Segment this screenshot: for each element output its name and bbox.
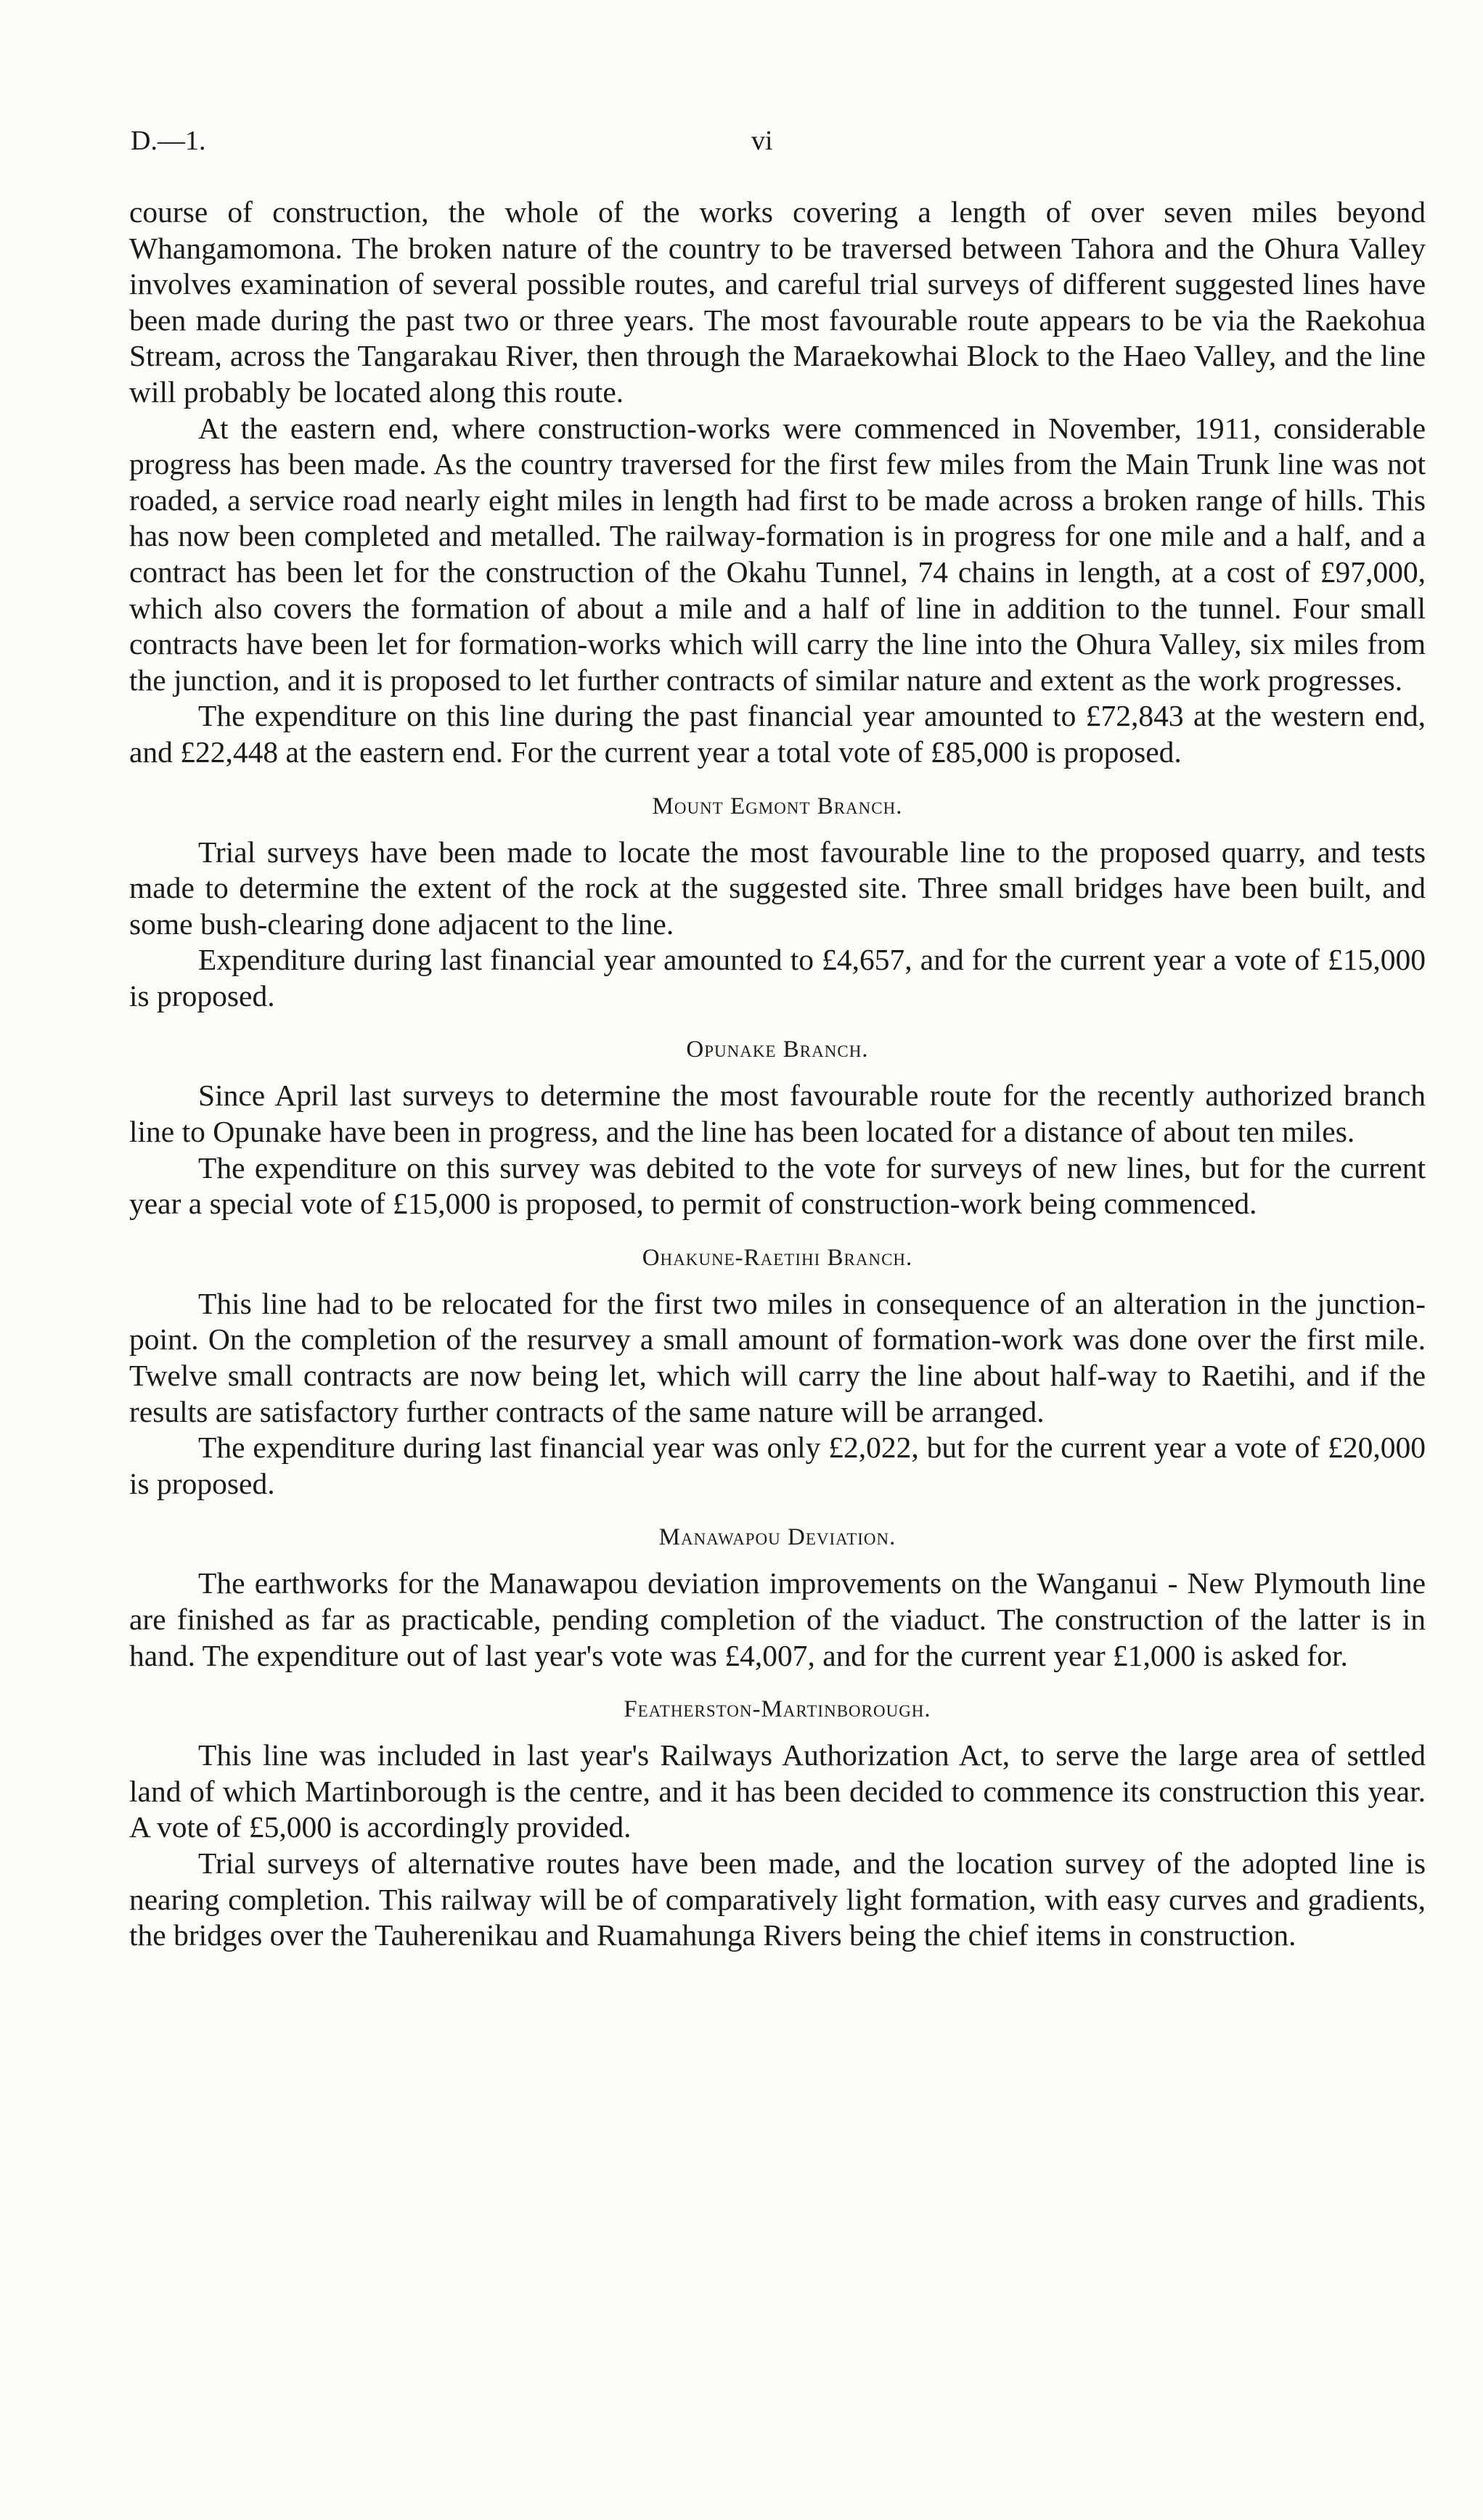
page-header — [131, 125, 1423, 168]
section-heading: Ohakune-Raetihi Branch. — [642, 1244, 913, 1271]
paragraph: This line had to be relocated for the first two miles in consequence of an alteration in the junction-point. On the completion of the resurvey a small amount of formation-work was done over the first mile. Twelve small contracts are now being let, which will carry the line about half-way to Raetihi, and if the results are satisfactory further contracts of the same nature will be arranged. — [129, 1286, 1426, 1428]
paragraph: Trial surveys of alternative routes have been made, and the location survey of the adopted line is nearing completion. This railway will be of comparatively light formation, with easy curves and gradients, the bridges over the Tauherenikau and Ruamahunga Rivers being the chief items in construction. — [129, 1846, 1426, 1952]
paragraph: At the eastern end, where construction-works were commenced in November, 1911, considerable progress has been made. As the country traversed for the first few miles from the Main Trunk line was not roaded, a service road nearly eight miles in length had first to be made across a broken range of hills. This has now been completed and metalled. The railway-formation is in progress for one mile and a half, and a contract has been let for the construction of the Okahu Tunnel, 74 chains in length, at a cost of £97,000, which also covers the formation of about a mile and a half of line in addition to the tunnel. Four small contracts have been let for formation-works which will carry the line into the Ohura Valley, six miles from the junction, and it is proposed to let further contracts of similar nature and extent as the work progresses. — [129, 411, 1426, 697]
paragraph: course of construction, the whole of the works covering a length of over seven miles beyond Whangamomona. The broken nature of the country to be traversed between Tahora and the Ohura Valley involves examination of several possible routes, and careful trial surveys of different suggested lines have been made during the past two or three years. The most favourable route appears to be via the Raekohua Stream, across the Tangarakau River, then through the Maraekowhai Block to the Haeo Valley, and the line will probably be located along this route. — [129, 195, 1426, 409]
paragraph: The earthworks for the Manawapou deviation improvements on the Wanganui - New Plymouth line are finished as far as practicable, pending completion of the viaduct. The construction of the latter is in hand. The expenditure out of last year's vote was £4,007, and for the current year £1,000 is asked for. — [129, 1566, 1426, 1672]
section-mount-egmont-branch — [129, 788, 1426, 1015]
page-number: vi — [751, 126, 773, 156]
paragraph: The expenditure during last financial year was only £2,022, but for the current year a vote of £20,000 is proposed. — [129, 1431, 1426, 1500]
section-heading: Manawapou Deviation. — [658, 1524, 896, 1551]
section-opunake-branch — [129, 1031, 1426, 1222]
paragraph: Expenditure during last financial year amounted to £4,657, and for the current year a vote of £15,000 is proposed. — [129, 943, 1426, 1012]
paragraph: The expenditure on this survey was debited to the vote for surveys of new lines, but for the current year a special vote of £15,000 is proposed, to permit of construction-work being commenced. — [129, 1150, 1426, 1221]
paragraph: The expenditure on this line during the past financial year amounted to £72,843 at the western end, and £22,448 at the eastern end. For the current year a total vote of £85,000 is proposed. — [129, 699, 1426, 769]
section-manawapou-deviation — [129, 1519, 1426, 1674]
paragraph: Trial surveys have been made to locate the most favourable line to the proposed quarry, and tests made to determine the extent of the rock at the suggested site. Three small bridges have been built, and some bush-clearing done adjacent to the line. — [129, 835, 1426, 941]
section-heading: Opunake Branch. — [686, 1036, 869, 1063]
section-heading: Mount Egmont Branch. — [652, 793, 903, 819]
section-heading: Featherston-Martinborough. — [624, 1696, 931, 1723]
document-reference: D.—1. — [131, 126, 206, 156]
paragraph: Since April last surveys to determine the most favourable route for the recently authorized branch line to Opunake have been in progress, and the line has been located for a distance of about ten miles. — [129, 1079, 1426, 1149]
document-body — [129, 195, 1426, 1954]
paragraph: This line was included in last year's Railways Authorization Act, to serve the large area of settled land of which Martinborough is the centre, and it has been decided to commence its construction this year. A vote of £5,000 is accordingly provided. — [129, 1738, 1426, 1844]
section-featherston-martinborough — [129, 1691, 1426, 1954]
section-ohakune-raetihi-branch — [129, 1240, 1426, 1502]
section-continuation — [129, 195, 1426, 771]
